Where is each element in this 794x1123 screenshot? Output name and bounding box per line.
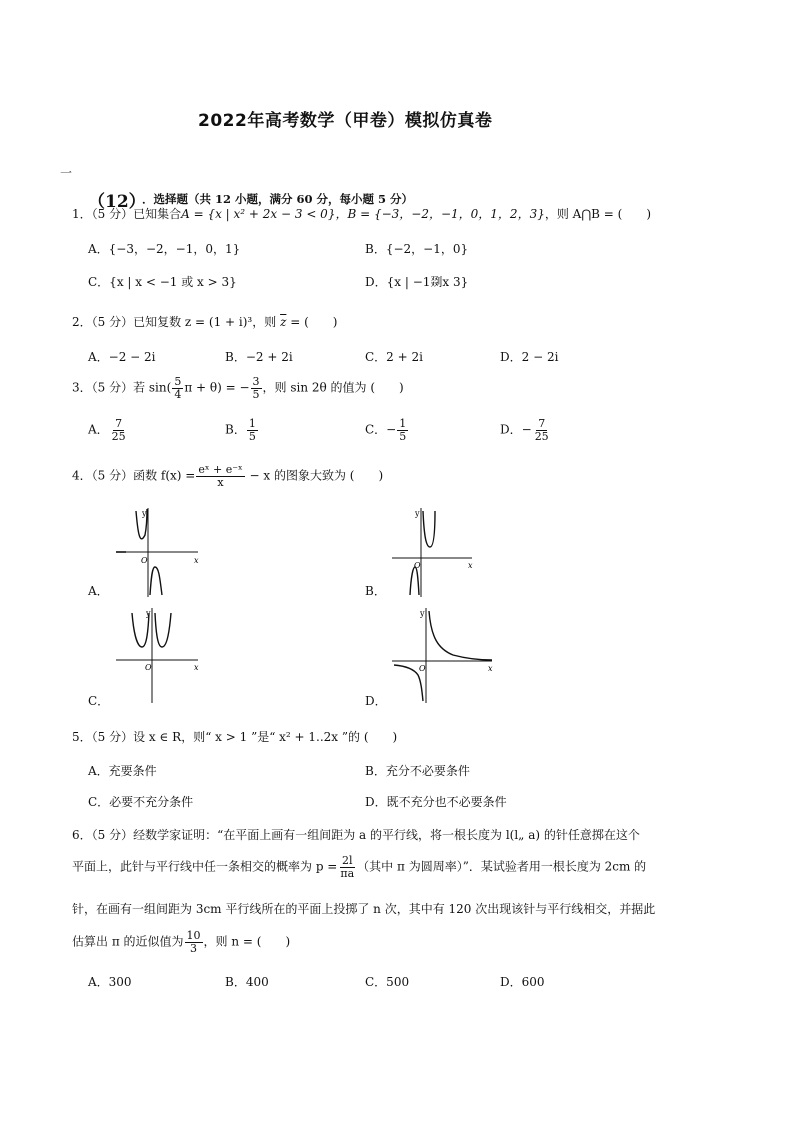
question-4-option-a-label: A． [88, 584, 109, 598]
fraction: $\frac{3}{5}$ [252, 375, 260, 401]
question-2-option-d: D．2 − 2i [500, 350, 559, 364]
question-3-stem: 3．（5 分）若 sin( $\frac{5}{4}$ π + θ) = − $\frac{3}{5}$ ，则 sin 2θ 的值为 ( ) [72, 375, 404, 401]
question-6-option-d: D．600 [500, 975, 545, 989]
fraction: $\frac{\text{eˣ + e⁻ˣ}}{x}$ [198, 463, 243, 489]
svg-text:y: y [142, 509, 147, 518]
svg-text:O: O [145, 663, 152, 672]
svg-text:y: y [420, 609, 425, 618]
fraction: $\frac{2l}{\pi a}$ [340, 854, 355, 880]
section-number: （12） [88, 192, 146, 212]
page-title: 2022年高考数学（甲卷）模拟仿真卷 [198, 111, 493, 131]
question-4-graph-d [388, 605, 498, 705]
question-6-line-3: 针，在画有一组间距为 3cm 平行线所在的平面上投掷了 n 次，其中有 120 次出现该针与平行线相交，并据此 [72, 902, 656, 916]
question-4-graph-c [112, 605, 207, 705]
question-3-option-a: A． $\frac{7}{25}$ [88, 417, 126, 443]
fraction: $\frac{5}{4}$ [174, 375, 182, 401]
question-4-graph-a [112, 505, 202, 600]
question-6-line-1: 6．（5 分）经数学家证明：“在平面上画有一组间距为 a 的平行线，将一根长度为 l(l„ a) 的针任意掷在这个 [72, 828, 640, 842]
svg-text:y: y [146, 609, 151, 618]
question-4-option-d-label: D． [365, 694, 387, 708]
question-5-option-d: D．既不充分也不必要条件 [365, 795, 507, 809]
section-dash: 一 [60, 166, 73, 180]
question-4-option-b-label: B． [365, 584, 386, 598]
question-2-option-c: C．2 + 2i [365, 350, 423, 364]
question-4-stem: 4．（5 分）函数 f(x) = $\frac{\text{eˣ + e⁻ˣ}}{x}$ − x 的图象大致为 ( ) [72, 463, 384, 489]
question-6-option-b: B．400 [225, 975, 269, 989]
question-6-option-c: C．500 [365, 975, 410, 989]
question-1-option-c: C．{x | x < −1 或 x > 3} [88, 275, 237, 289]
question-6-line-2: 平面上，此针与平行线中任一条相交的概率为 p = $\frac{2l}{\pi a}$ （其中 π 为圆周率）”．某试验者用一根长度为 2cm 的 [72, 854, 647, 880]
svg-text:x: x [194, 556, 199, 565]
question-4-option-c-label: C． [88, 694, 110, 708]
question-6-option-a: A．300 [88, 975, 132, 989]
svg-text:x: x [194, 663, 199, 672]
question-4-graph-b [388, 505, 478, 600]
svg-text:O: O [419, 664, 426, 673]
question-2-option-b: B．−2 + 2i [225, 350, 293, 364]
svg-text:y: y [415, 509, 420, 518]
question-1-option-d: D．{x | −1剟x 3} [365, 275, 469, 289]
svg-text:O: O [414, 561, 421, 570]
fraction: $\frac{10}{3}$ [186, 929, 201, 955]
question-2-option-a: A．−2 − 2i [88, 350, 156, 364]
question-3-option-c: C．− $\frac{1}{5}$ [365, 417, 407, 443]
section-heading: ．选择题（共 12 小题，满分 60 分，每小题 5 分） [142, 192, 414, 206]
question-6-line-4: 估算出 π 的近似值为 $\frac{10}{3}$ ，则 n = ( ) [72, 929, 291, 955]
question-1-option-b: B．{−2，−1，0} [365, 242, 469, 256]
question-1-stem: 1．（5 分）已知集合A = {x | x² + 2x − 3 < 0}，B = {−3，−2，−1，0，1，2，3}，则 A⋂B = ( ) [72, 207, 652, 221]
svg-text:O: O [141, 556, 148, 565]
svg-text:x: x [468, 561, 473, 570]
question-5-option-b: B．充分不必要条件 [365, 764, 470, 778]
svg-text:x: x [488, 664, 493, 673]
question-2-stem: 2．（5 分）已知复数 z = (1 + i)³，则 $\overline{z}$ = ( ) [72, 315, 338, 329]
question-5-option-a: A．充要条件 [88, 764, 157, 778]
question-5-stem: 5．（5 分）设 x ∈ R，则“ x > 1 ”是“ x² + 1..2x ”的 ( ) [72, 730, 398, 744]
question-5-option-c: C．必要不充分条件 [88, 795, 194, 809]
question-3-option-d: D．− $\frac{7}{25}$ [500, 417, 549, 443]
question-3-option-b: B． $\frac{1}{5}$ [225, 417, 256, 443]
question-1-option-a: A．{−3，−2，−1，0，1} [88, 242, 241, 256]
